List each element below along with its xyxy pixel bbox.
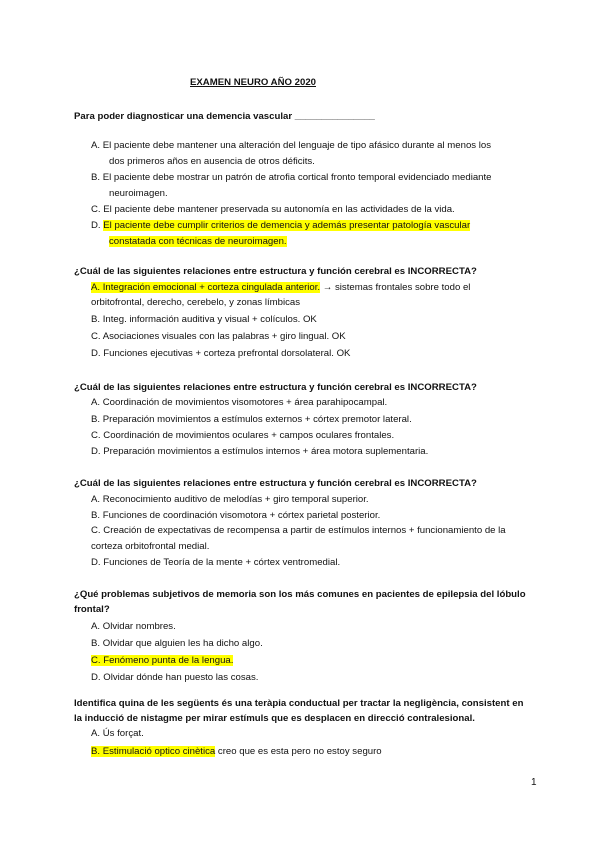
q4-option-a: A. Reconocimiento auditivo de melodías + giro temporal superior.: [91, 494, 369, 505]
question-5-prompt: ¿Qué problemas subjetivos de memoria son los más comunes en pacientes de epilepsia del lóbulo: [74, 589, 526, 600]
q5-option-a: A. Olvidar nombres.: [91, 621, 176, 632]
q2-option-a: [91, 281, 470, 294]
q5-option-c: [91, 654, 233, 667]
q2-option-d: D. Funciones ejecutivas + corteza prefrontal dorsolateral. OK: [91, 348, 351, 359]
q1-option-c: C. El paciente debe mantener preservada su autonomía en las actividades de la vida.: [91, 204, 455, 215]
q2-option-a-cont: orbitofrontal, derecho, cerebelo, y zonas límbicas: [91, 297, 301, 308]
question-3-prompt: ¿Cuál de las siguientes relaciones entre estructura y función cerebral es INCORRECTA?: [74, 382, 477, 393]
page-number: 1: [531, 777, 537, 788]
q1-option-d-cont: [109, 235, 287, 248]
q1-option-d: [91, 219, 470, 232]
question-6-prompt: Identifica quina de les següents és una teràpia conductual per tractar la negligència, consistent en: [74, 698, 524, 709]
q6-option-b-highlight: B. Estimulació optico cinètica: [91, 746, 216, 757]
q1-option-d-highlight: El paciente debe cumplir criterios de demencia y además presentar patología vascular: [103, 220, 471, 231]
q1-option-d-highlight-cont: constatada con técnicas de neuroimagen.: [109, 236, 287, 247]
q1-option-b-cont: neuroimagen.: [109, 188, 168, 199]
q4-option-c: C. Creación de expectativas de recompensa a partir de estímulos internos + funcionamiento de la: [91, 525, 506, 536]
question-1-prompt: Para poder diagnosticar una demencia vascular _______________: [74, 111, 375, 122]
q5-option-c-highlight: C. Fenómeno punta de la lengua.: [91, 655, 234, 666]
question-2-prompt: ¿Cuál de las siguientes relaciones entre estructura y función cerebral es INCORRECTA?: [74, 266, 477, 277]
q2-option-c: C. Asociaciones visuales con las palabras + giro lingual. OK: [91, 331, 346, 342]
q4-option-d: D. Funciones de Teoría de la mente + córtex ventromedial.: [91, 557, 341, 568]
q3-option-d: D. Preparación movimientos a estímulos internos + área motora suplementaria.: [91, 446, 429, 457]
document-title: EXAMEN NEURO AÑO 2020: [190, 77, 316, 88]
q3-option-b: B. Preparación movimientos a estímulos externos + córtex premotor lateral.: [91, 414, 412, 425]
q5-option-d: D. Olvidar dónde han puesto las cosas.: [91, 672, 259, 683]
q4-option-b: B. Funciones de coordinación visomotora + córtex parietal posterior.: [91, 510, 381, 521]
q6-option-a: A. Ús forçat.: [91, 728, 144, 739]
q6-option-b-note: creo que es esta pero no estoy seguro: [215, 746, 382, 757]
question-4-prompt: ¿Cuál de las siguientes relaciones entre estructura y función cerebral es INCORRECTA?: [74, 478, 477, 489]
q2-option-a-note: → sistemas frontales sobre todo el: [320, 282, 471, 293]
question-6-prompt-cont: la inducció de nistagme per mirar estímuls que es desplacen en direcció contralesional.: [74, 713, 475, 724]
q1-option-b: B. El paciente debe mostrar un patrón de atrofia cortical fronto temporal evidenciado mediante: [91, 172, 492, 183]
q3-option-c: C. Coordinación de movimientos oculares + campos oculares frontales.: [91, 430, 395, 441]
q1-option-a-cont: dos primeros años en ausencia de otros déficits.: [109, 156, 315, 167]
q1-option-a: A. El paciente debe mantener una alteración del lenguaje de tipo afásico durante al menos los: [91, 140, 492, 151]
q3-option-a: A. Coordinación de movimientos visomotores + área parahipocampal.: [91, 397, 388, 408]
q2-option-b: B. Integ. información auditiva y visual + colículos. OK: [91, 314, 317, 325]
q1-option-d-letter: D.: [91, 220, 104, 231]
q2-option-a-highlight: A. Integración emocional + corteza cingulada anterior.: [91, 282, 321, 293]
q6-option-b: [91, 745, 382, 758]
q4-option-c-cont: corteza orbitofrontal medial.: [91, 541, 210, 552]
q5-option-b: B. Olvidar que alguien les ha dicho algo.: [91, 638, 263, 649]
question-5-prompt-cont: frontal?: [74, 604, 110, 615]
